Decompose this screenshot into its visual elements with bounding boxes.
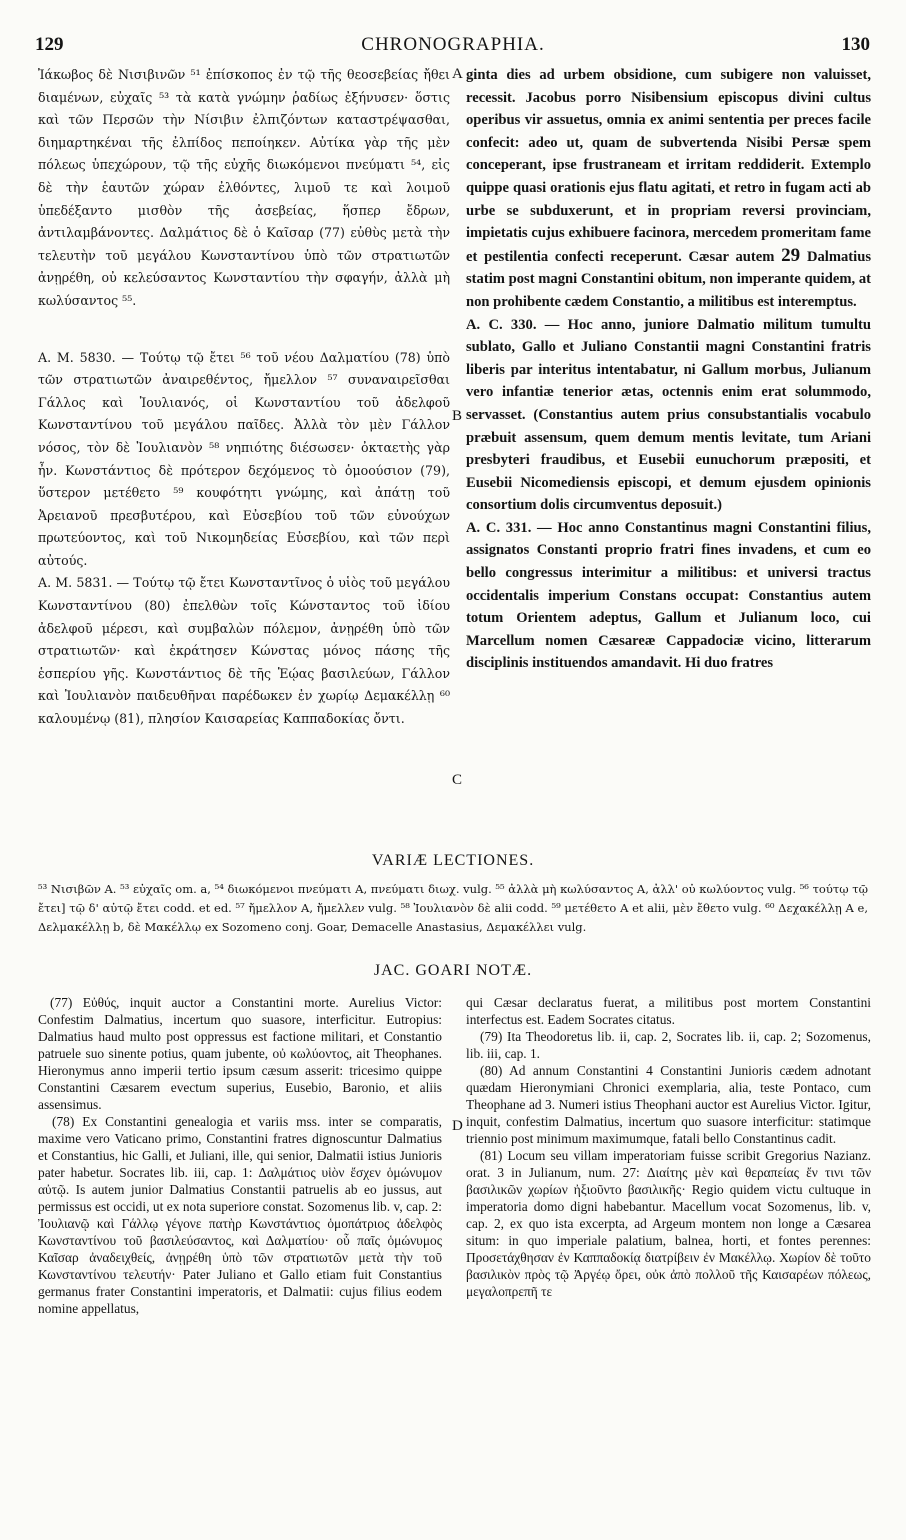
note-77: (77) Εὐθύς, inquit auctor a Constantini morte. Aurelius Victor: Confestim Dalmatius, incertum quo suasore, interficitur. Eutropius: Dalmatius haud multo post oppressus est factione militari, et Constantio patruele suo sinente potius, quam jubente, οὐ κωλύοντος, ait Theophanes. Hieronymus anno imperii tertio ipsum cæsum asserit: tricesimo quippe Constantini Cæsarem evectum superius, Eusebio, Baronio, et aliis assensimus. — [38, 995, 442, 1112]
greek-paragraph-am5830: A. M. 5830. — Τούτῳ τῷ ἔτει ⁵⁶ τοῦ νέου Δαλματίου (78) ὑπὸ τῶν στρατιωτῶν ἀναιρεθέντος, ἤμελλον ⁵⁷ συναναιρεῖσθαι Γάλλος καὶ Ἰουλιανός, οἱ Κωνσταντίου τοῦ ἀδελφοῦ Κωνσταντίνου τοῦ μεγάλου παῖδες. Ἀλλὰ τὸν μὲν Γάλλον νόσος, τὸν δὲ Ἰουλιανὸν ⁵⁸ νηπιότης διέσωσεν· ὀκταετὴς γὰρ ἦν. Κωνστάντιος δὲ πρότερον δεχόμενος τὸ ὁμοούσιον (79), ὕστερον μετέθετο ⁵⁹ κουφότητι γνώμης, καὶ ἀπάτῃ τοῦ Ἀρειανοῦ πρεσβυτέρου, καὶ Εὐσεβίου τοῦ τῶν εὐνούχων πρωτεύοντος, καὶ τοῦ Νικομηδείας Εὐσεβίου, καὶ τῶν περὶ αὐτούς. — [38, 349, 450, 568]
greek-paragraph-am5831: A. M. 5831. — Τούτῳ τῷ ἔτει Κωνσταντῖνος ὁ υἱὸς τοῦ μεγάλου Κωνσταντίνου (80) ἐπελθὼν τοῖς Κώνσταντος τοῦ ἰδίου ἀδελφοῦ μέρεσι, καὶ συμβαλὼν πόλεμον, ἀνῃρέθη ὑπὸ τῶν στρατιωτῶν· καὶ ἐκράτησεν Κώνστας μόνος πάσης τῆς ἑσπερίου γῆς. Κωνστάντιος δὲ τῆς Ἑῴας βασιλεύων, Γάλλον καὶ Ἰουλιανὸν παιδευθῆναι παρέδωκεν ἐν χωρίῳ Δεμακέλλῃ ⁶⁰ καλουμένῳ (81), πλησίον Καισαρείας Καππαδοκίας ὄντι. — [38, 575, 450, 727]
latin-text-column — [466, 64, 871, 675]
greek-text-column — [38, 64, 450, 731]
notes-right-column — [466, 994, 871, 1300]
variae-lectiones-text: ⁵³ Νισιβῶν A. ⁵³ εὐχαῖς om. a, ⁵⁴ διωκόμενοι πνεύματι A, πνεύματι διωχ. vulg. ⁵⁵ ἀλλὰ μὴ κωλύσαντος A, ἀλλ' οὐ κωλύοντος vulg. ⁵⁶ τούτῳ τῷ ἔτει] τῷ δ' αὐτῷ ἔτει codd. et ed. ⁵⁷ ἤμελλον A, ἤμελλεν vulg. ⁵⁸ Ἰουλιανὸν δὲ alii codd. ⁵⁹ μετέθετο A et alii, μὲν ἔθετο vulg. ⁶⁰ Δεχακέλλῃ A e, Δελμακέλλῃ b, δὲ Μακέλλῳ ex Sozomeno conj. Goar, Demacelle Anastasius, Δεμακέλλει vulg. — [38, 882, 868, 934]
note-80: (80) Ad annum Constantini 4 Constantini Junioris cædem adnotant quædam Hieronymiani Chronici exemplaria, alia, teste Pontaco, cum Theophane ad 3. Numeri istius Theophani auctor est Aurelius Victor. Igitur, inquit, confestim Dalmatius, incertum quo suasore interficitur: statimque triennio post minimum maximumque, fatali bello Constantinus cadit. — [466, 1063, 871, 1146]
greek-paragraph-1: Ἰάκωβος δὲ Νισιβινῶν ⁵¹ ἐπίσκοπος ἐν τῷ τῆς θεοσεβείας ἤθει διαμένων, εὐχαῖς ⁵³ τὰ κατὰ γνώμην ῥαδίως ἐξήνυσεν· ὅστις καὶ τῶν Περσῶν τὴν Νίσιβιν ἐλπιζόντων καταστρέψασθαι, διημαρτηκέναι τῆς ἐλπίδος πεποίηκεν. Αὐτίκα γὰρ τῆς μὲν πόλεως ὑπεχώρουν, τῷ τῆς εὐχῆς διωκόμενοι πνεύματι ⁵⁴, εἰς δὲ τὴν ἑαυτῶν χώραν ἐλθόντες, λιμοῦ τε καὶ λοιμοῦ ὑπεδέξαντο μισθὸν τῆς ἀσεβείας, ἥσπερ ἔδρων, ἀντιλαμβάνοντες. Δαλμάτιος δὲ ὁ Καῖσαρ (77) εὐθὺς μετὰ τὴν τελευτὴν τοῦ μεγάλου Κωνσταντίνου ὑπὸ τῶν στρατιωτῶν ἀνῃρέθη, οὐ κελεύσαντος Κωνσταντίου τὴν σφαγήν, ἀλλὰ μὴ κωλύσαντος ⁵⁵. — [38, 67, 450, 308]
margin-letter-c: C — [452, 772, 463, 788]
latin-paragraph-1-start: ginta dies ad urbem obsidione, cum subigere non valuisset, recessit. Jacobus porro Nisibensium episcopus divini cultus operibus vir assuetus, omnia ex animi sententia per preces facile confecit: adeo ut, quam de subvertenda Nisibi Persæ spem conceperant, ipse frustraneam et irritam reddiderit. Extemplo quippe quasi orationis ejus flatu agitati, et retro in fugam acti ab urbe se subduxerunt, et in propriam reversi provinciam, impietatis cujus exhibuere facinora, mercedem promeritam fame et pestilentia confecti receperunt. Cæsar autem — [466, 67, 871, 265]
right-page-number: 130 — [841, 34, 870, 55]
page-marker-29: 29 — [781, 244, 801, 266]
note-79: (79) Ita Theodoretus lib. ii, cap. 2, Socrates lib. ii, cap. 2; Sozomenus, lib. iii, cap. 1. — [466, 1029, 871, 1061]
running-title: CHRONOGRAPHIA. — [361, 34, 545, 55]
latin-paragraph-1-end: Dalmatius statim post magni Constantini obitum, non imperante quidem, at non prohibente cædem Constantio, a militibus est interemptus. — [466, 248, 871, 310]
latin-paragraph-ac330: A. C. 330. — Hoc anno, juniore Dalmatio militum tumultu sublato, Gallo et Juliano Constantii magni Constantini fratris liberis par interitus intentabatur, ni Gallum morbus, Julianum vero infantiæ tenerior ætas, octennis enim erat solummodo, servasset. (Constantius autem prius consubstantialis vocabulo præbuit assensum, quem demum mentis levitate, tum Ariani presbyteri fraudibus, et Eusebii eunuchorum præpositi, et Eusebii Nicomediensis episcopi, et demum ejusdem opinionis consortium dolis circumventus deposuit.) — [466, 316, 871, 514]
left-page-number: 129 — [35, 34, 64, 55]
variae-lectiones-heading: VARIÆ LECTIONES. — [371, 852, 535, 869]
note-81: (81) Locum seu villam imperatoriam fuisse scribit Gregorius Nazianz. orat. 3 in Julianum, num. 27: Διαίτης μὲν καὶ θεραπείας ἔν τινι τῶν βασιλικῶν χωρίων ἠξιοῦντο βασιλικῆς· Regio quidem victu cultuque in imperatoria domo digni habebantur. Macellum vocat Sozomenus, lib. v, cap. 2, ex quo ista excerpta, ad Argeum montem non longe a Cæsarea situm: in quo imperiale palatium, balnea, horti, et fontes perennes: Προσετάχθησαν ἐν Καππαδοκίᾳ διατρίβειν ἐν Μακέλλῳ. Χωρίον δὲ τοῦτο βασιλικὸν πρὸς τῷ Ἀργέῳ ὄρει, οὐκ ἀπὸ πολλοῦ τῆς Καισαρέων πόλεως, μεγαλοπρεπῆ τε — [466, 1148, 871, 1299]
note-78: (78) Ex Constantini genealogia et variis mss. inter se comparatis, maxime vero Vaticano primo, Constantini fratres dignoscuntur Dalmatius et Constantius, hic Galli, et Juliani, ille, qui senior, Dalmatii istius Junioris pater habetur. Socrates lib. iii, cap. 1: Δαλμάτιος υἱὸν ἔσχεν ὁμώνυμον αὐτῷ. Is autem junior Dalmatius Constantii patruelis ab eo jussus, aut permissus est occidi, ut ex nota superiore constat. Sozomenus lib. v, cap. 2: Ἰουλιανῷ καὶ Γάλλῳ γέγονε πατὴρ Κωνστάντιος ὁμοπάτριος ἀδελφὸς Κωνσταντίνου τοῦ βασιλεύσαντος, καὶ Δαλματίου· οὗ παῖς ὁμώνυμος Καῖσαρ ἀναδειχθείς, ἀνῃρέθη ὑπὸ τῶν στρατιωτῶν μετὰ τὴν τοῦ Κωνσταντίνου τελευτήν· Pater Juliano et Gallo etiam fuit Constantius germanus frater Constantini imperatoris, et Dalmatii: cujus filius eodem nomine appellatus, — [38, 1114, 442, 1316]
latin-paragraph-1 — [466, 64, 871, 314]
latin-paragraph-ac331: A. C. 331. — Hoc anno Constantinus magni Constantini filius, assignatos Constanti proprio fratri fines invadens, et cum eo bello congressus interimitur a militibus: et universi tractus occidentalis imperium Constans occupat: Constantius autem totum Orientem adeptus, Gallum et Julianum loco, cui Marcellum nomen Cæsareæ Cappadociæ vicino, litterarum disciplinis instituendos amandavit. Hi duo fratres — [466, 519, 871, 672]
margin-letter-a: A — [452, 66, 463, 82]
note-78-continued: qui Cæsar declaratus fuerat, a militibus post mortem Constantini interfectus est. Eadem Socrates citatus. — [466, 995, 871, 1027]
margin-letter-d: D — [452, 1118, 463, 1134]
goar-notes-heading: JAC. GOARI NOTÆ. — [373, 962, 533, 979]
margin-letter-b: B — [452, 408, 463, 424]
notes-left-column — [38, 994, 442, 1317]
